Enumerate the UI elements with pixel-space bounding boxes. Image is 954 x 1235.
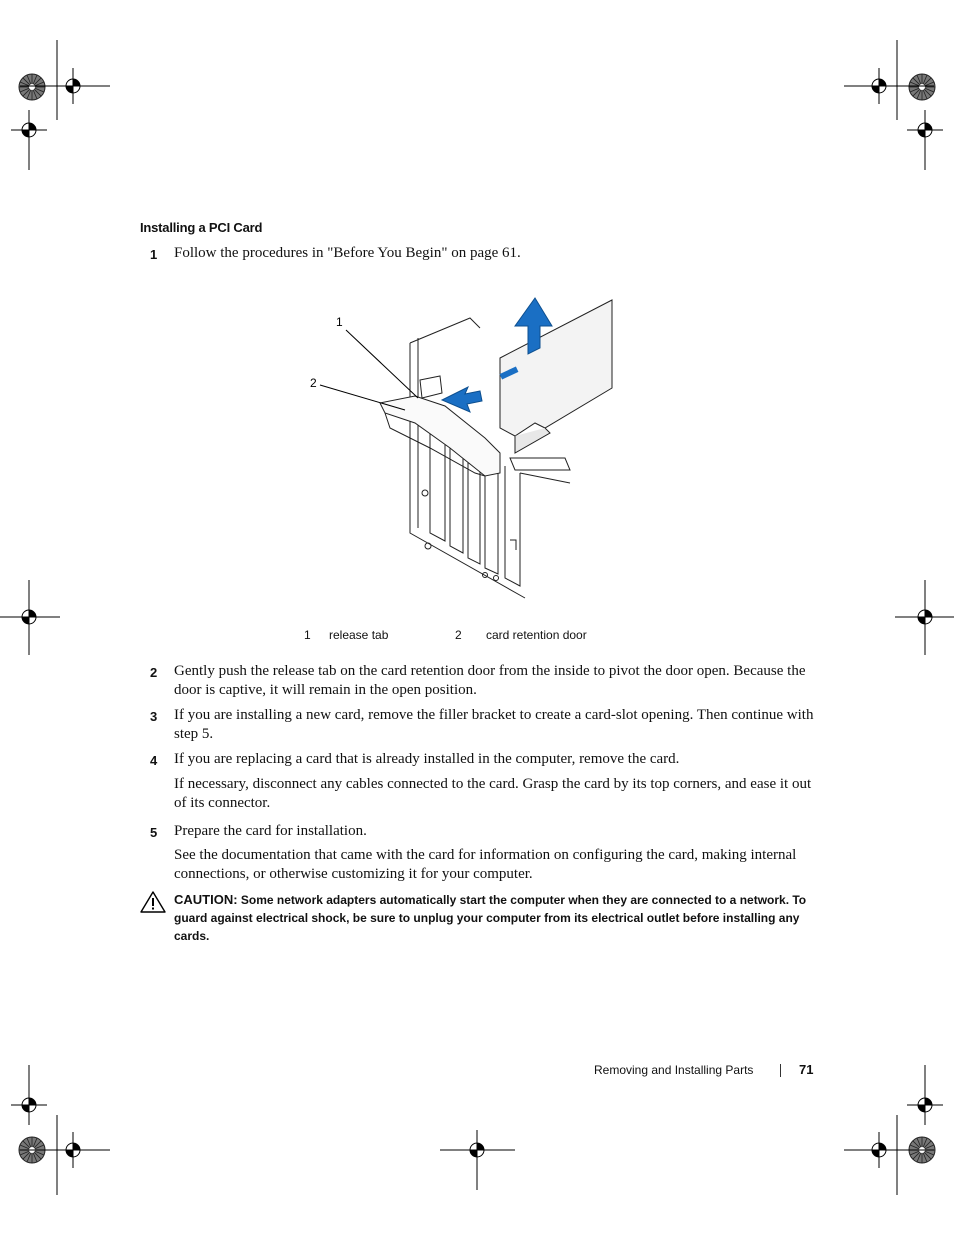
caution-notice — [174, 891, 820, 945]
step-5-note: See the documentation that came with the card for information on configuring the card, making internal connections, or otherwise customizing it for your computer. — [174, 847, 797, 882]
step-3 — [150, 706, 820, 744]
step-4-note: If necessary, disconnect any cables connected to the card. Grasp the card by its top corners, and ease it out of its connector. — [174, 776, 812, 811]
step-4 — [150, 750, 820, 769]
step-text: If you are replacing a card that is already installed in the computer, remove the card. — [174, 751, 680, 767]
page-number: 71 — [799, 1062, 814, 1077]
callout-1: 1 — [336, 315, 343, 329]
step-text: Follow the procedures in "Before You Begin" on page 61. — [174, 245, 521, 261]
legend-label-release-tab: release tab — [329, 628, 389, 642]
caution-text: Some network adapters automatically start the computer when they are connected to a network. To guard against electrical shock, be sure to unplug your computer from its electrical outlet before installing any cards. — [174, 893, 807, 943]
step-number: 4 — [150, 753, 158, 768]
step-number: 3 — [150, 709, 158, 724]
footer-chapter-title: Removing and Installing Parts — [594, 1063, 754, 1077]
warning-triangle-icon — [140, 891, 166, 913]
step-5 — [150, 822, 820, 841]
step-text: Prepare the card for installation. — [174, 823, 367, 839]
caution-label: CAUTION: — [174, 892, 238, 907]
pci-card-illustration — [300, 288, 630, 603]
callout-2: 2 — [310, 376, 317, 390]
step-number: 1 — [150, 247, 158, 262]
step-text: Gently push the release tab on the card retention door from the inside to pivot the door open. Because the door is captive, it will remain in the open position. — [174, 663, 806, 698]
step-1 — [150, 244, 820, 263]
step-number: 5 — [150, 825, 158, 840]
step-number: 2 — [150, 665, 158, 680]
legend-num-1: 1 — [304, 628, 311, 642]
legend-num-2: 2 — [455, 628, 462, 642]
section-heading: Installing a PCI Card — [140, 220, 263, 235]
footer-divider — [780, 1064, 781, 1077]
step-2 — [150, 662, 820, 700]
step-text: If you are installing a new card, remove the filler bracket to create a card-slot opening. Then continue with step 5. — [174, 707, 814, 742]
legend-label-card-retention-door: card retention door — [486, 628, 587, 642]
